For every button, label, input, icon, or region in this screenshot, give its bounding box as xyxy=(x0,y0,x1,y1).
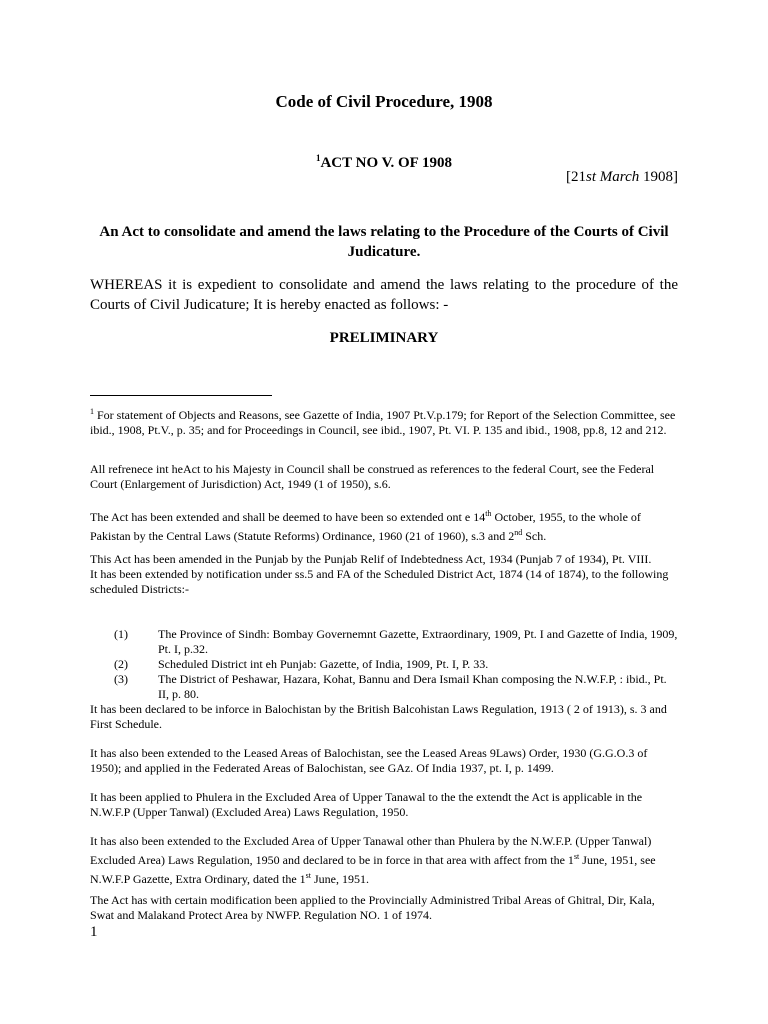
act-footnote-marker: 1 xyxy=(315,153,321,163)
document-title: Code of Civil Procedure, 1908 xyxy=(275,92,493,111)
footnote-6 xyxy=(90,746,680,776)
date-year: 1908] xyxy=(639,169,678,185)
ordinal-suffix: th xyxy=(485,509,492,518)
list-item xyxy=(90,627,680,657)
footnote-text: June, 1951, see N.W.F.P Gazette, Extra Ordinary, dated the 1 xyxy=(90,853,656,886)
list-item-number: (2) xyxy=(114,657,128,671)
list-item xyxy=(90,657,680,672)
footnote-3 xyxy=(90,506,680,544)
page-number: 1 xyxy=(90,924,98,940)
footnote-1 xyxy=(90,404,680,438)
footnote-8 xyxy=(90,834,680,887)
footnote-text: It has also been extended to the Excluded Area of Upper Tanawal other than Phulera by the N.W.F.P. (Upper Tanwal) Excluded Area) Laws Regulation, 1950 and declared to be in force in that area with affect from the 1 xyxy=(90,834,652,867)
footnote-text: It has been extended by notification under ss.5 and FA of the Scheduled District Act, 1874 (14 of 1874), to the following scheduled Districts:- xyxy=(90,567,669,596)
list-item-text: The District of Peshawar, Hazara, Kohat, Bannu and Dera Ismail Khan composing the N.W.F.P, : ibid., Pt. II, p. 80. xyxy=(158,672,667,701)
footnote-divider xyxy=(90,395,272,396)
footnote-text: October, 1955, to the whole of Pakistan by the Central Laws (Statute Reforms) Ordinance, 1960 (21 of 1960), s.3 and 2 xyxy=(90,510,641,543)
list-item xyxy=(90,672,680,702)
footnote-text: The Act has with certain modification been applied to the Provincially Administred Tribal Areas of Ghitral, Dir, Kala, Swat and Malakand Protect Area by NWFP. Regulation NO. 1 of 1974. xyxy=(90,893,655,922)
long-title: An Act to consolidate and amend the laws relating to the Procedure of the Courts of Civil Judicature. xyxy=(99,224,669,260)
footnote-text: Sch. xyxy=(522,529,547,543)
footnote-text: It has been applied to Phulera in the Excluded Area of Upper Tanawal to the the extendt the Act is applicable in the N.W.F.P (Upper Tanwal) (Excluded Area) Laws Regulation, 1950. xyxy=(90,790,643,819)
ordinal-suffix: st xyxy=(573,852,580,861)
footnote-text: The Act has been extended and shall be deemed to have been so extended ont e 14 xyxy=(90,510,486,524)
footnote-text: This Act has been amended in the Punjab by the Punjab Relif of Indebtedness Act, 1934 (Punjab 7 of 1934), Pt. VIII. xyxy=(90,552,652,566)
ordinal-suffix: st xyxy=(305,871,311,880)
footnote-7 xyxy=(90,790,680,820)
date-day: [21 xyxy=(566,169,587,185)
list-item-number: (3) xyxy=(114,672,128,686)
list-item-text: The Province of Sindh: Bombay Governemnt Gazette, Extraordinary, 1909, Pt. I and Gazette of India, 1909, Pt. I, p.32. xyxy=(158,627,678,656)
preamble: WHEREAS it is expedient to consolidate and amend the laws relating to the procedure of the Courts of Civil Judicature; It is hereby enacted as follows: - xyxy=(90,277,678,313)
act-number-text: ACT NO V. OF 1908 xyxy=(320,155,453,171)
footnote-text: All refrenece int heAct to his Majesty in Council shall be construed as references to the federal Court, see the Federal Court (Enlargement of Jurisdiction) Act, 1949 (1 of 1950), s.6. xyxy=(90,462,655,491)
list-item-text: Scheduled District int eh Punjab: Gazette, of India, 1909, Pt. I, P. 33. xyxy=(158,657,489,671)
footnote-9 xyxy=(90,893,680,923)
date-month: st March xyxy=(586,169,640,185)
footnote-2 xyxy=(90,462,680,492)
footnote-marker: 1 xyxy=(90,407,94,416)
scheduled-districts-list xyxy=(90,627,680,702)
list-item-number: (1) xyxy=(114,627,128,641)
footnote-text: June, 1951. xyxy=(311,872,369,886)
ordinal-suffix: nd xyxy=(514,528,523,537)
footnote-text: It has been declared to be inforce in Balochistan by the British Balcohistan Laws Regulation, 1913 ( 2 of 1913), s. 3 and First Schedule. xyxy=(90,702,667,731)
footnote-text: For statement of Objects and Reasons, see Gazette of India, 1907 Pt.V.p.179; for Report of the Selection Committee, see ibid., 1908, Pt.V., p. 35; and for Proceedings in Council, see ibid., 1907, Pt. VI. P. 135 and ibid., 1908, pp.8, 12 and 212. xyxy=(90,408,676,437)
footnote-text: It has also been extended to the Leased Areas of Balochistan, see the Leased Areas 9Laws) Order, 1930 (G.G.O.3 of 1950); and applied in the Federated Areas of Balochistan, see GAz. Of India 1937, pt. I, p. 1499. xyxy=(90,746,648,775)
enactment-date xyxy=(566,169,678,186)
section-heading: PRELIMINARY xyxy=(329,330,439,346)
footnote-5 xyxy=(90,702,680,732)
footnote-4 xyxy=(90,552,680,597)
